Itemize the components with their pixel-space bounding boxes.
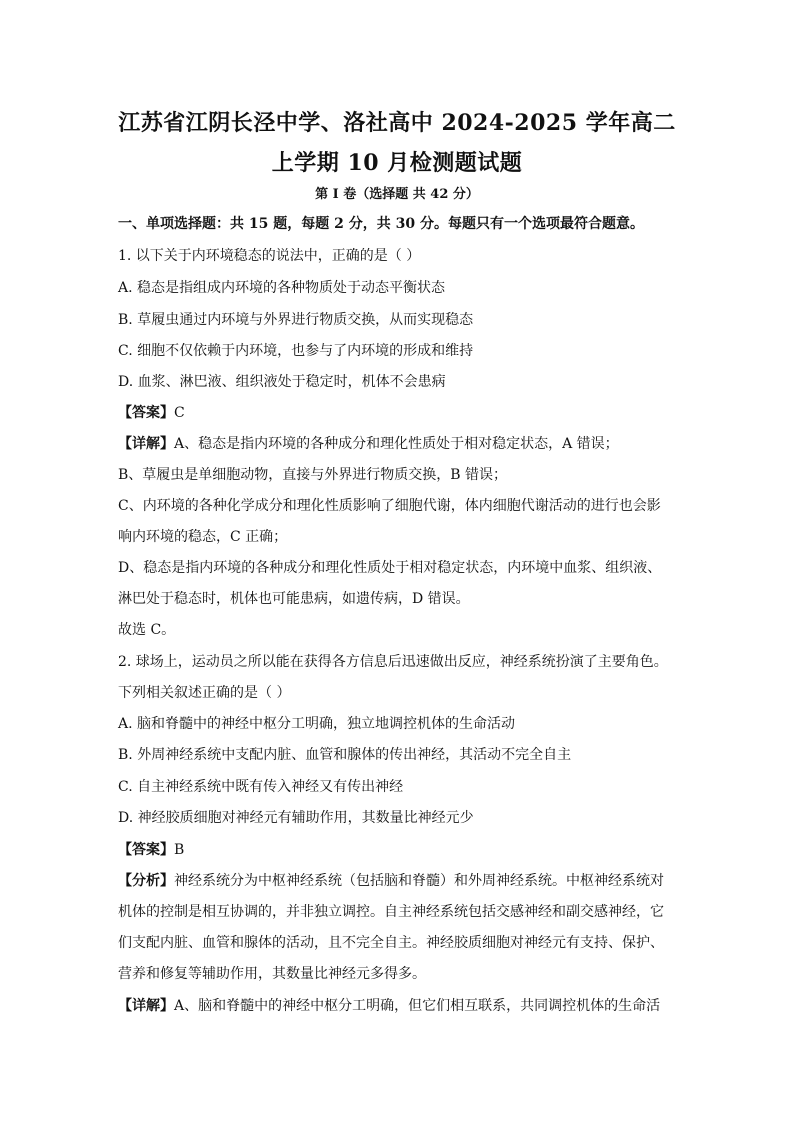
q1-detail-line-6: 淋巴处于稳态时，机体也可能患病，如遗传病，D 错误。 <box>118 591 470 607</box>
q2-analysis-line-1 <box>118 871 683 891</box>
q1-detail-line-5: D、稳态是指内环境的各种成分和理化性质处于相对稳定状态，内环境中血浆、组织液、 <box>118 560 662 576</box>
q1-answer <box>118 403 683 423</box>
q1-stem: 1. 以下关于内环境稳态的说法中，正确的是（ ） <box>118 248 421 264</box>
q2-answer-tag: 【答案】 <box>118 842 174 858</box>
q2-analysis-tag: 【分析】 <box>118 873 174 889</box>
q1-option-a: A. 稳态是指组成内环境的各种物质处于动态平衡状态 <box>118 280 446 296</box>
q1-detail-line-3: C、内环境的各种化学成分和理化性质影响了细胞代谢，体内细胞代谢活动的进行也会影 <box>118 498 661 514</box>
q2-answer-value: B <box>174 842 185 858</box>
q1-conclusion: 故选 C。 <box>118 622 176 638</box>
q1-detail-line-2: B、草履虫是单细胞动物，直接与外界进行物质交换，B 错误； <box>118 467 508 483</box>
document-title-line-2: 上学期 10 月检测题试题 <box>271 150 523 176</box>
q2-analysis-line-2: 机体的控制是相互协调的，并非独立调控。自主神经系统包括交感神经和副交感神经，它 <box>118 904 664 920</box>
q1-option-d: D. 血浆、淋巴液、组织液处于稳定时，机体不会患病 <box>118 374 446 390</box>
q2-detail-line-1 <box>118 996 683 1016</box>
q1-detail-line-1 <box>118 434 683 454</box>
q2-stem-line-2: 下列相关叙述正确的是（ ） <box>118 685 291 701</box>
q2-analysis-line-3: 们支配内脏、血管和腺体的活动，且不完全自主。神经胶质细胞对神经元有支持、保护、 <box>118 935 664 951</box>
q2-answer <box>118 840 683 860</box>
document-title-line-1: 江苏省江阴长泾中学、洛社高中 2024-2025 学年高二 <box>118 110 676 136</box>
q1-answer-tag: 【答案】 <box>118 405 174 421</box>
section-header: 一、单项选择题：共 15 题，每题 2 分，共 30 分。每题只有一个选项最符合题意。 <box>118 216 644 232</box>
part-subtitle: 第 I 卷（选择题 共 42 分） <box>315 187 479 202</box>
q1-option-c: C. 细胞不仅依赖于内环境，也参与了内环境的形成和维持 <box>118 343 474 359</box>
q1-answer-value: C <box>174 405 185 421</box>
q2-stem-line-1: 2. 球场上，运动员之所以能在获得各方信息后迅速做出反应，神经系统扮演了主要角色。 <box>118 654 668 670</box>
q2-option-a: A. 脑和脊髓中的神经中枢分工明确，独立地调控机体的生命活动 <box>118 716 516 732</box>
q2-option-b: B. 外周神经系统中支配内脏、血管和腺体的传出神经，其活动不完全自主 <box>118 747 572 763</box>
q1-detail-tag: 【详解】 <box>118 436 174 452</box>
q2-option-d: D. 神经胶质细胞对神经元有辅助作用，其数量比神经元少 <box>118 810 474 826</box>
q2-analysis-line-4: 营养和修复等辅助作用，其数量比神经元多得多。 <box>118 966 426 982</box>
q1-detail-text-1: A、稳态是指内环境的各种成分和理化性质处于相对稳定状态，A 错误； <box>174 436 619 452</box>
q2-detail-text-1: A、脑和脊髓中的神经中枢分工明确，但它们相互联系，共同调控机体的生命活 <box>174 998 661 1014</box>
q1-option-b: B. 草履虫通过内环境与外界进行物质交换，从而实现稳态 <box>118 312 474 328</box>
q2-option-c: C. 自主神经系统中既有传入神经又有传出神经 <box>118 779 404 795</box>
q2-analysis-text-1: 神经系统分为中枢神经系统（包括脑和脊髓）和外周神经系统。中枢神经系统对 <box>174 873 664 889</box>
q2-detail-tag: 【详解】 <box>118 998 174 1014</box>
q1-detail-line-4: 响内环境的稳态，C 正确； <box>118 529 288 545</box>
